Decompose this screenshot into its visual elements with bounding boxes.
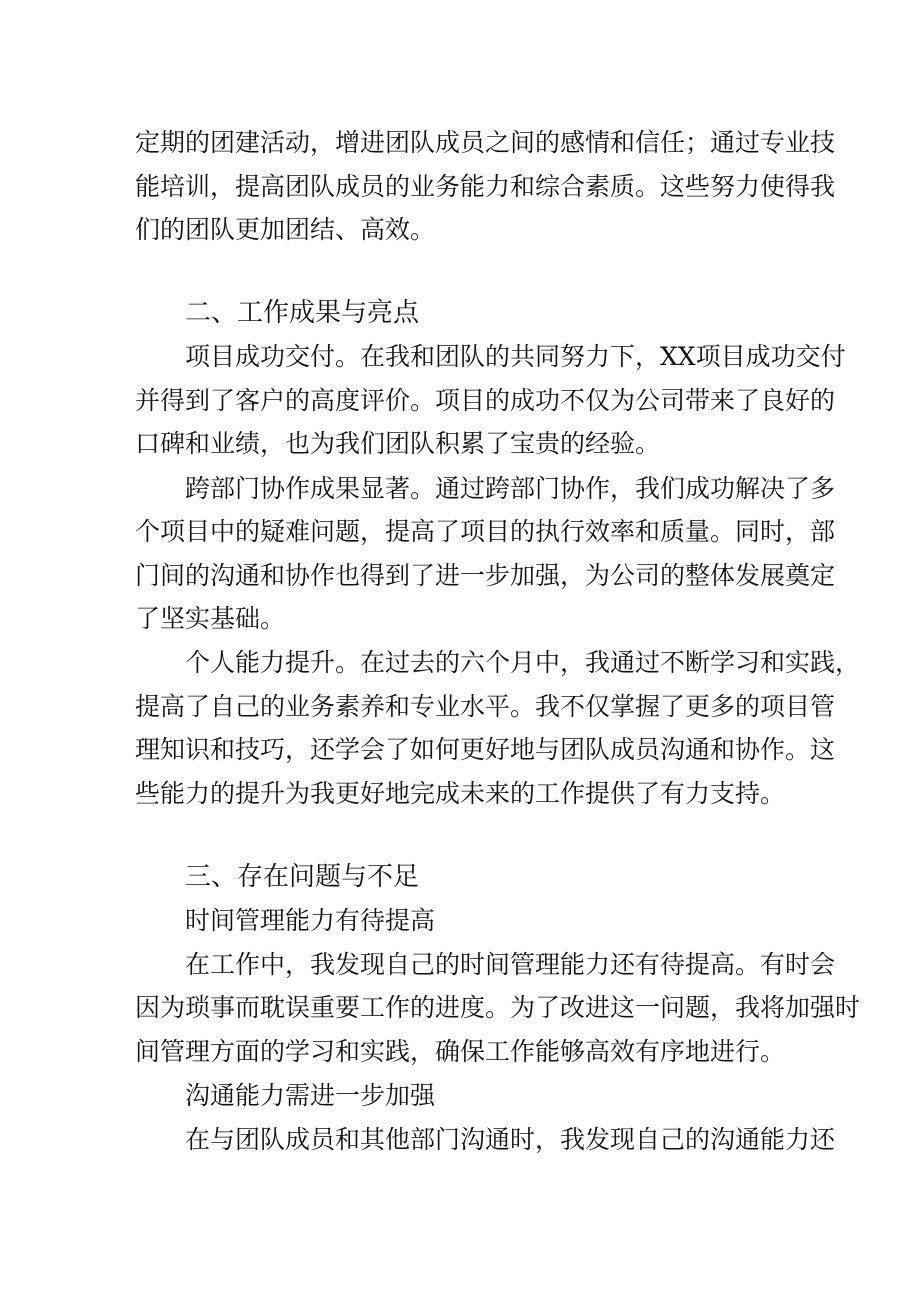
paragraph-line: 门间的沟通和协作也得到了进一步加强，为公司的整体发展奠定	[135, 561, 836, 590]
paragraph-line: 沟通能力需进一步加强	[185, 1081, 436, 1110]
section-heading: 三、存在问题与不足	[185, 862, 420, 892]
paragraph-line: 间管理方面的学习和实践，确保工作能够高效有序地进行。	[135, 1037, 786, 1066]
paragraph-line: 了坚实基础。	[135, 604, 286, 633]
paragraph-line: 能培训，提高团队成员的业务能力和综合素质。这些努力使得我	[135, 172, 836, 201]
paragraph-line: 项目成功交付。在我和团队的共同努力下，XX项目成功交付	[185, 342, 846, 371]
section-heading: 二、工作成果与亮点	[185, 298, 420, 328]
paragraph-line: 在工作中，我发现自己的时间管理能力还有待提高。有时会	[185, 950, 836, 979]
paragraph-line: 理知识和技巧，还学会了如何更好地与团队成员沟通和协作。这	[135, 735, 836, 764]
paragraph-line: 些能力的提升为我更好地完成未来的工作提供了有力支持。	[135, 779, 786, 808]
paragraph-line: 因为琐事而耽误重要工作的进度。为了改进这一问题，我将加强时	[135, 993, 861, 1022]
paragraph-line: 跨部门协作成果显著。通过跨部门协作，我们成功解决了多	[185, 474, 836, 503]
paragraph-line: 定期的团建活动，增进团队成员之间的感情和信任；通过专业技	[135, 128, 836, 157]
paragraph-line: 并得到了客户的高度评价。项目的成功不仅为公司带来了良好的	[135, 386, 836, 415]
paragraph-line: 个人能力提升。在过去的六个月中，我通过不断学习和实践，	[185, 648, 861, 677]
paragraph-line: 口碑和业绩，也为我们团队积累了宝贵的经验。	[135, 429, 661, 458]
paragraph-line: 在与团队成员和其他部门沟通时，我发现自己的沟通能力还	[185, 1125, 836, 1154]
paragraph-line: 个项目中的疑难问题，提高了项目的执行效率和质量。同时，部	[135, 517, 836, 546]
paragraph-line: 提高了自己的业务素养和专业水平。我不仅掌握了更多的项目管	[135, 692, 836, 721]
paragraph-line: 时间管理能力有待提高	[185, 906, 436, 935]
paragraph-line: 们的团队更加团结、高效。	[135, 215, 436, 244]
